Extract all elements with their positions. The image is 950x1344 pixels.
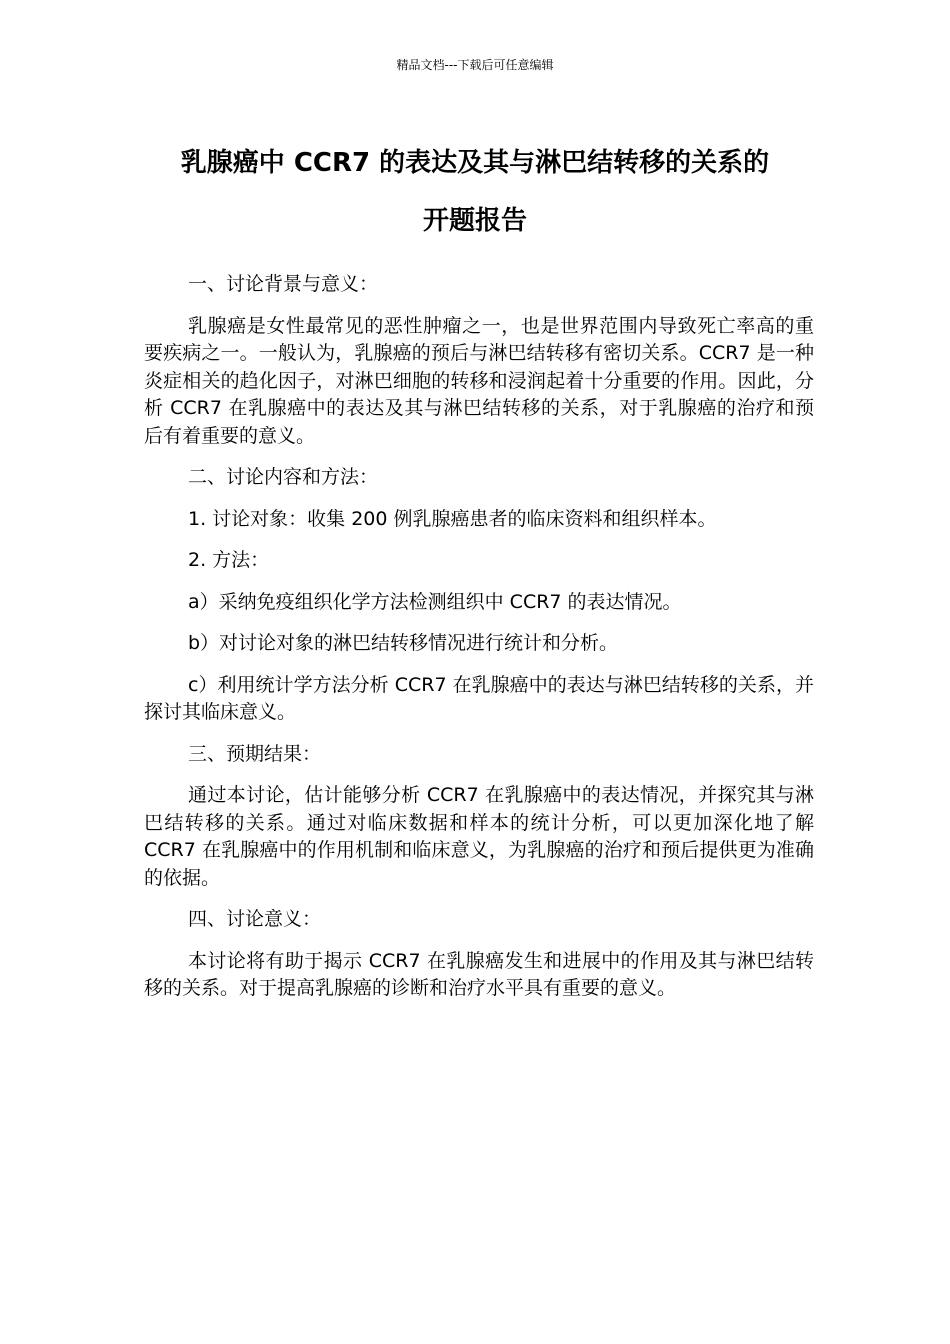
title-line-1: 乳腺癌中 CCR7 的表达及其与淋巴结转移的关系的 (180, 148, 770, 178)
document-body (144, 271, 814, 1017)
header-note: 精品文档---下载后可任意编辑 (396, 58, 554, 72)
section-3-heading: 三、预期结果： (188, 742, 322, 765)
section-2-item-b: b）对讨论对象的淋巴结转移情况进行统计和分析。 (188, 632, 619, 654)
section-2-item-c: c）利用统计学方法分析 CCR7 在乳腺癌中的表达与淋巴结转移的关系，并探讨其临床意义。 (144, 673, 814, 723)
title-line-2: 开题报告 (422, 206, 527, 236)
section-2-heading: 二、讨论内容和方法： (188, 466, 379, 488)
document-title (120, 134, 830, 250)
section-2-item-1: 1. 讨论对象：收集 200 例乳腺癌患者的临床资料和组织样本。 (188, 507, 717, 530)
section-2-item-a: a）采纳免疫组织化学方法检测组织中 CCR7 的表达情况。 (188, 590, 682, 613)
section-1-body: 乳腺癌是女性最常见的恶性肿瘤之一，也是世界范围内导致死亡率高的重要疾病之一。一般认为，乳腺癌的预后与淋巴结转移有密切关系。CCR7 是一种炎症相关的趋化因子，对淋巴细胞的转移和浸润起着十分重要的作用。因此，分析 CCR7 在乳腺癌中的表达及其与淋巴结转移的关系，对于乳腺癌的治疗和预后有着重要的意义。 (144, 314, 814, 447)
section-4-heading: 四、讨论意义： (188, 908, 322, 930)
section-4-body: 本讨论将有助于揭示 CCR7 在乳腺癌发生和进展中的作用及其与淋巴结转移的关系。对于提高乳腺癌的诊断和治疗水平具有重要的意义。 (144, 949, 814, 999)
section-3-body: 通过本讨论，估计能够分析 CCR7 在乳腺癌中的表达情况，并探究其与淋巴结转移的关系。通过对临床数据和样本的统计分析，可以更加深化地了解 CCR7 在乳腺癌中的作用机制和临床意义，为乳腺癌的治疗和预后提供更为准确的依据。 (144, 784, 814, 889)
section-1-heading: 一、讨论背景与意义： (188, 273, 379, 295)
section-2-item-2: 2. 方法： (188, 549, 270, 571)
